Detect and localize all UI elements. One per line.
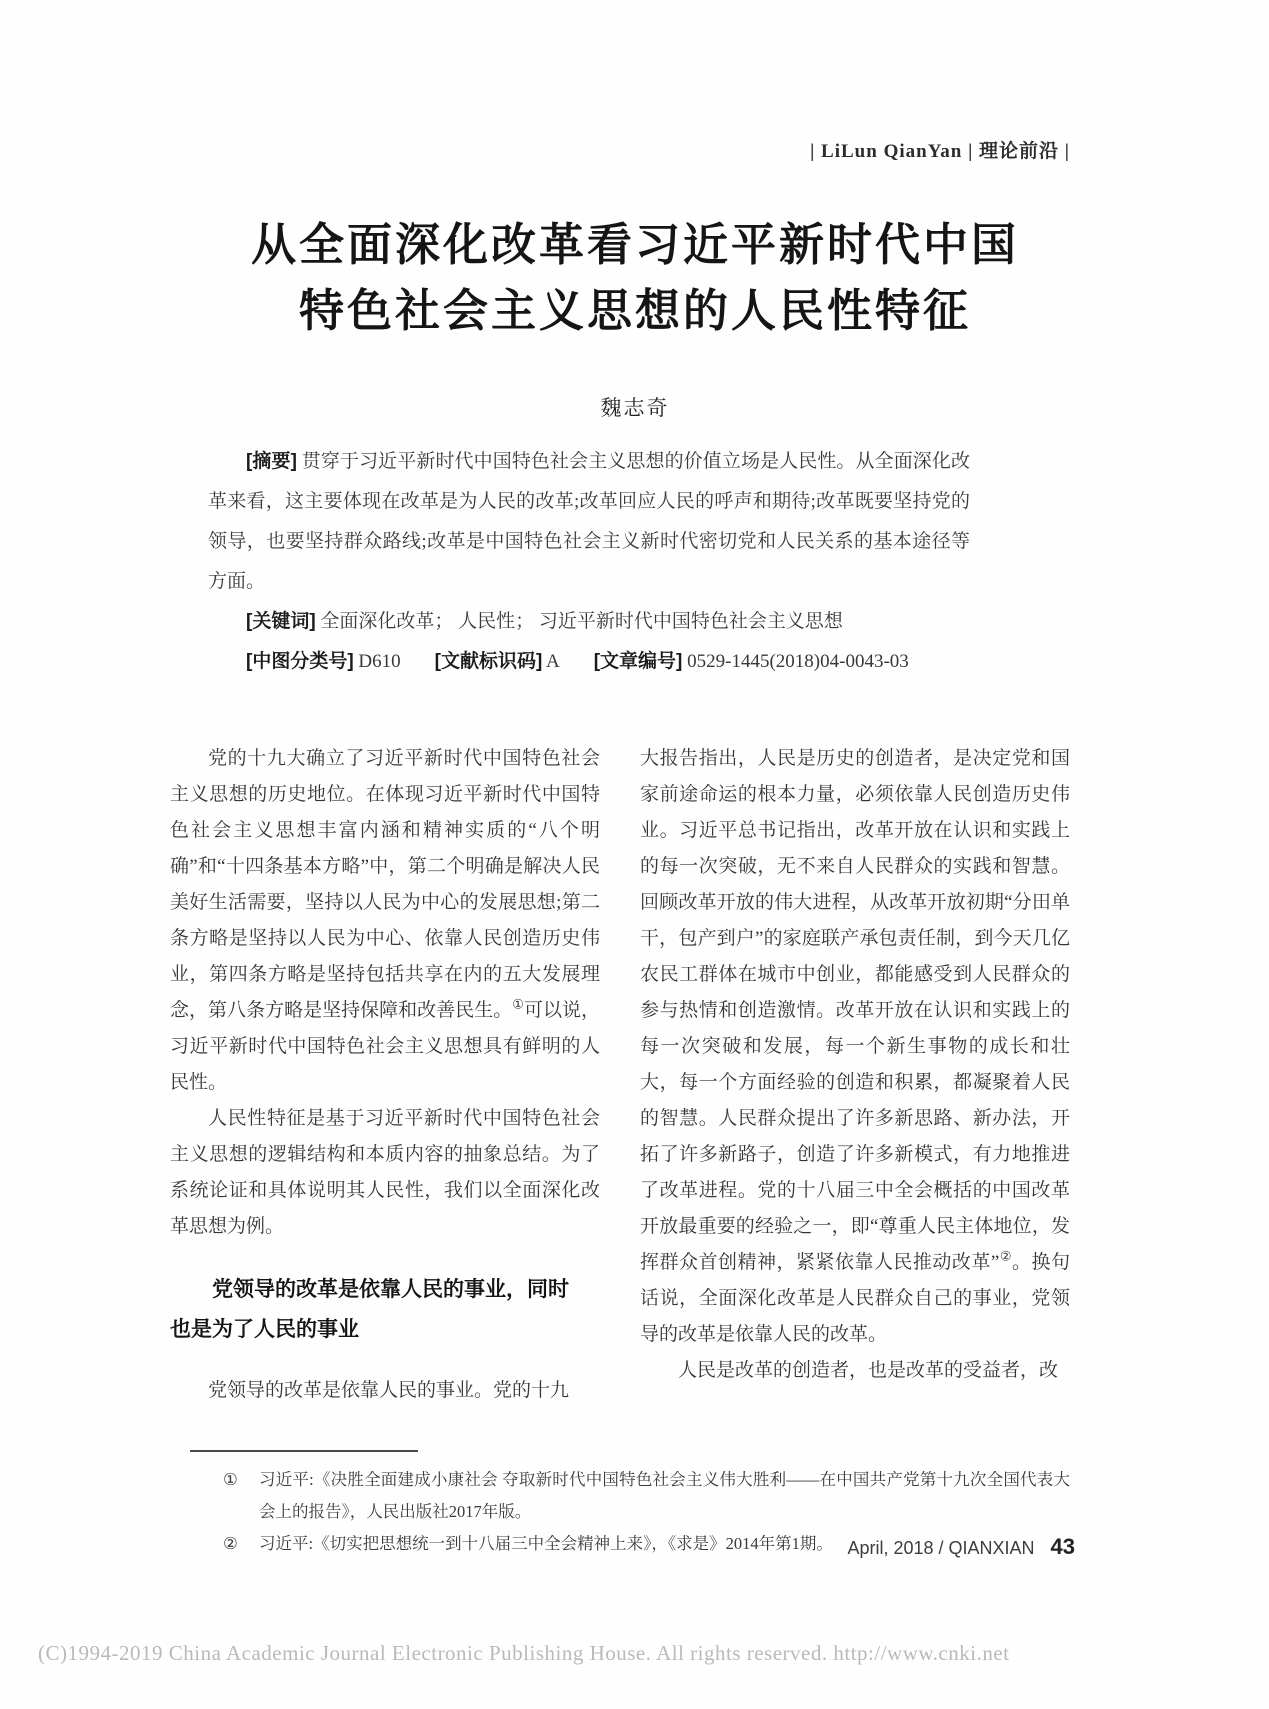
abstract-paragraph <box>208 442 970 602</box>
abstract-label: [摘要] <box>246 451 297 472</box>
article-title <box>135 212 1135 344</box>
clc-group <box>246 651 401 672</box>
footnote-1-number: ① <box>223 1470 238 1489</box>
footnote-2-text: 习近平:《切实把思想统一到十八届三中全会精神上来》，《求是》2014年第1期。 <box>259 1534 833 1553</box>
doc-code-label: [文献标识码] <box>434 651 543 672</box>
copyright-watermark: (C)1994-2019 China Academic Journal Electronic Publishing House. All rights reserved. http://www.cnki.net <box>38 1641 1010 1665</box>
body-paragraph: 人民性特征是基于习近平新时代中国特色社会主义思想的逻辑结构和本质内容的抽象总结。为了系统论证和具体说明其人民性，我们以全面深化改革思想为例。 <box>170 1108 600 1237</box>
body-columns <box>170 741 1070 1409</box>
doc-code-value: A <box>546 651 560 672</box>
keywords-label: [关键词] <box>246 611 316 632</box>
article-id-group <box>594 651 909 672</box>
keywords-line <box>208 602 970 642</box>
article-id-label: [文章编号] <box>593 651 683 672</box>
footnote-1 <box>223 1464 1070 1528</box>
article-title-line2: 特色社会主义思想的人民性特征 <box>298 285 971 336</box>
journal-header: | LiLun QianYan | 理论前沿 | <box>810 141 1070 162</box>
body-paragraph: 人民是改革的创造者，也是改革的受益者，改 <box>678 1360 1059 1381</box>
issue-info: April, 2018 / QIANXIAN <box>847 1538 1035 1558</box>
body-paragraph: 党领导的改革是依靠人民的事业。党的十九 <box>208 1380 570 1401</box>
article-title-line1: 从全面深化改革看习近平新时代中国 <box>250 219 1019 270</box>
clc-value: D610 <box>358 651 401 672</box>
footnote-2-number: ② <box>223 1534 238 1553</box>
section-heading <box>170 1270 600 1350</box>
page-number: 43 <box>1050 1534 1075 1559</box>
abstract-text: 贯穿于习近平新时代中国特色社会主义思想的价值立场是人民性。从全面深化改革来看，这主要体现在改革是为人民的改革;改革回应人民的呼声和期待;改革既要坚持党的领导，也要坚持群众路线;改革是中国特色社会主义新时代密切党和人民关系的基本途径等方面。 <box>208 451 971 592</box>
body-paragraph: 大报告指出，人民是历史的创造者，是决定党和国家前途命运的根本力量，必须依靠人民创造历史伟业。习近平总书记指出，改革开放在认识和实践上的每一次突破，无不来自人民群众的实践和智慧。回顾改革开放的伟大进程，从改革开放初期“分田单干，包产到户”的家庭联产承包责任制，到今天几亿农民工群体在城市中创业，都能感受到人民群众的参与热情和创造激情。改革开放在认识和实践上的每一次突破和发展，每一个新生事物的成长和壮大，每一个方面经验的创造和积累，都凝聚着人民的智慧。人民群众提出了许多新思路、新办法，开拓了许多新路子，创造了许多新模式，有力地推进了改革进程。党的十八届三中全会概括的中国改革开放最重要的经验之一，即“尊重人民主体地位，发挥群众首创精神，紧紧依靠人民推动改革”②。换句话说，全面深化改革是人民群众自己的事业，党领导的改革是依靠人民的改革。 <box>640 748 1071 1345</box>
footnote-1-text: 习近平:《决胜全面建成小康社会 夺取新时代中国特色社会主义伟大胜利——在中国共产党第十九次全国代表大会上的报告》，人民出版社2017年版。 <box>259 1470 1070 1521</box>
right-column <box>640 741 1070 1409</box>
section-heading-line2: 也是为了人民的事业 <box>170 1318 359 1341</box>
doc-code-group <box>435 651 560 672</box>
clc-label: [中图分类号] <box>246 651 354 672</box>
left-column <box>170 741 600 1409</box>
keywords-text: 全面深化改革； 人民性； 习近平新时代中国特色社会主义思想 <box>320 611 843 632</box>
author-name: 魏志奇 <box>600 397 670 420</box>
article-id-value: 0529-1445(2018)04-0043-03 <box>687 651 909 672</box>
footnote-separator <box>190 1450 418 1452</box>
abstract-block <box>208 442 970 682</box>
section-heading-line1: 党领导的改革是依靠人民的事业，同时 <box>212 1278 569 1301</box>
body-paragraph: 党的十九大确立了习近平新时代中国特色社会主义思想的历史地位。在体现习近平新时代中国特色社会主义思想丰富内涵和精神实质的“八个明确”和“十四条基本方略”中，第二个明确是解决人民美好生活需要，坚持以人民为中心的发展思想;第二条方略是坚持以人民为中心、依靠人民创造历史伟业，第四条方略是坚持包括共享在内的五大发展理念，第八条方略是坚持保障和改善民生。①可以说，习近平新时代中国特色社会主义思想具有鲜明的人民性。 <box>170 748 600 1093</box>
page-footer <box>170 1534 1075 1560</box>
classification-line <box>208 642 970 682</box>
